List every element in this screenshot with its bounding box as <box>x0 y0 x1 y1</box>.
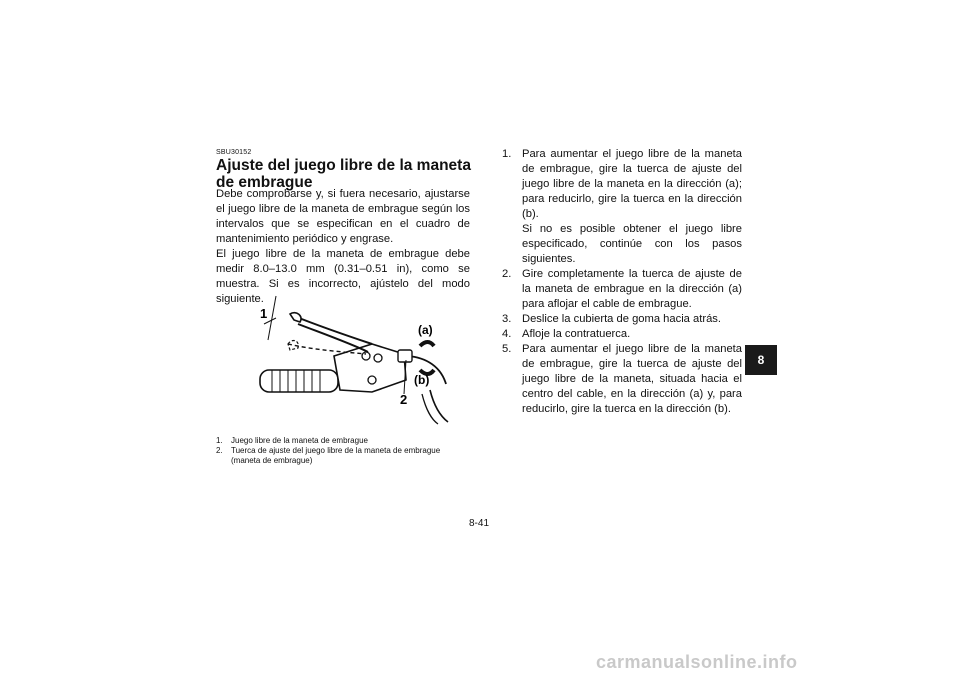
step-number: 2. <box>502 268 512 280</box>
step-item <box>502 147 742 267</box>
step-number: 3. <box>502 313 512 325</box>
label-b: (b) <box>414 373 430 387</box>
step-number: 1. <box>502 148 512 160</box>
label-2: 2 <box>400 392 408 407</box>
label-1: 1 <box>260 306 268 321</box>
caption-number: 1. <box>216 436 223 445</box>
step-item <box>502 327 742 342</box>
intro-paragraph-2: El juego libre de la maneta de embrague debe medir 8.0–13.0 mm (0.31–0.51 in), como se muestra. Si es incorrecto, ajústelo del modo siguiente. <box>216 248 470 305</box>
watermark: carmanualsonline.info <box>596 652 798 672</box>
step-text: Gire completamente la tuerca de ajuste de la maneta de embrague en la dirección (a) para aflojar el cable de embrague. <box>522 268 742 310</box>
step-note: Si no es posible obtener el juego libre especificado, continúe con los pasos siguientes. <box>522 223 742 265</box>
caption-item <box>216 446 470 466</box>
intro-paragraph-1: Debe comprobarse y, si fuera necesario, ajustarse el juego libre de la maneta de embrague según los intervalos que se especifican en el cuadro de mantenimiento periódico y engrase. <box>216 188 470 245</box>
document-code: SBU30152 <box>216 149 252 156</box>
step-text: Para aumentar el juego libre de la maneta de embrague, gire la tuerca de ajuste del juego libre de la maneta, situada hacia el centro del cable, en la dirección (a) y, para reducirlo, gire la tuerca en la dirección (b). <box>522 343 742 415</box>
intro-text <box>216 187 470 307</box>
step-item <box>502 342 742 417</box>
step-number: 4. <box>502 328 512 340</box>
clutch-lever-drawing <box>254 294 450 426</box>
step-item <box>502 312 742 327</box>
caption-number: 2. <box>216 446 223 455</box>
step-text: Afloje la contratuerca. <box>522 328 631 340</box>
page-number: 8-41 <box>469 518 490 529</box>
step-item <box>502 267 742 312</box>
caption-text: Juego libre de la maneta de embrague <box>231 436 368 445</box>
step-text: Para aumentar el juego libre de la maneta de embrague, gire la tuerca de ajuste del juego libre de la maneta en la dirección (a); para reducirlo, gire la tuerca en la dirección (b). <box>522 148 742 220</box>
caption-text: Tuerca de ajuste del juego libre de la maneta de embrague (maneta de embrague) <box>231 446 441 465</box>
label-a: (a) <box>418 323 433 337</box>
procedure-steps <box>502 147 742 417</box>
step-number: 5. <box>502 343 512 355</box>
clutch-lever-illustration <box>254 294 450 426</box>
step-text: Deslice la cubierta de goma hacia atrás. <box>522 313 721 325</box>
section-title: Ajuste del juego libre de la maneta de embrague <box>216 157 471 191</box>
caption-item <box>216 436 470 446</box>
chapter-tab: 8 <box>745 345 777 375</box>
figure-captions <box>216 436 470 466</box>
